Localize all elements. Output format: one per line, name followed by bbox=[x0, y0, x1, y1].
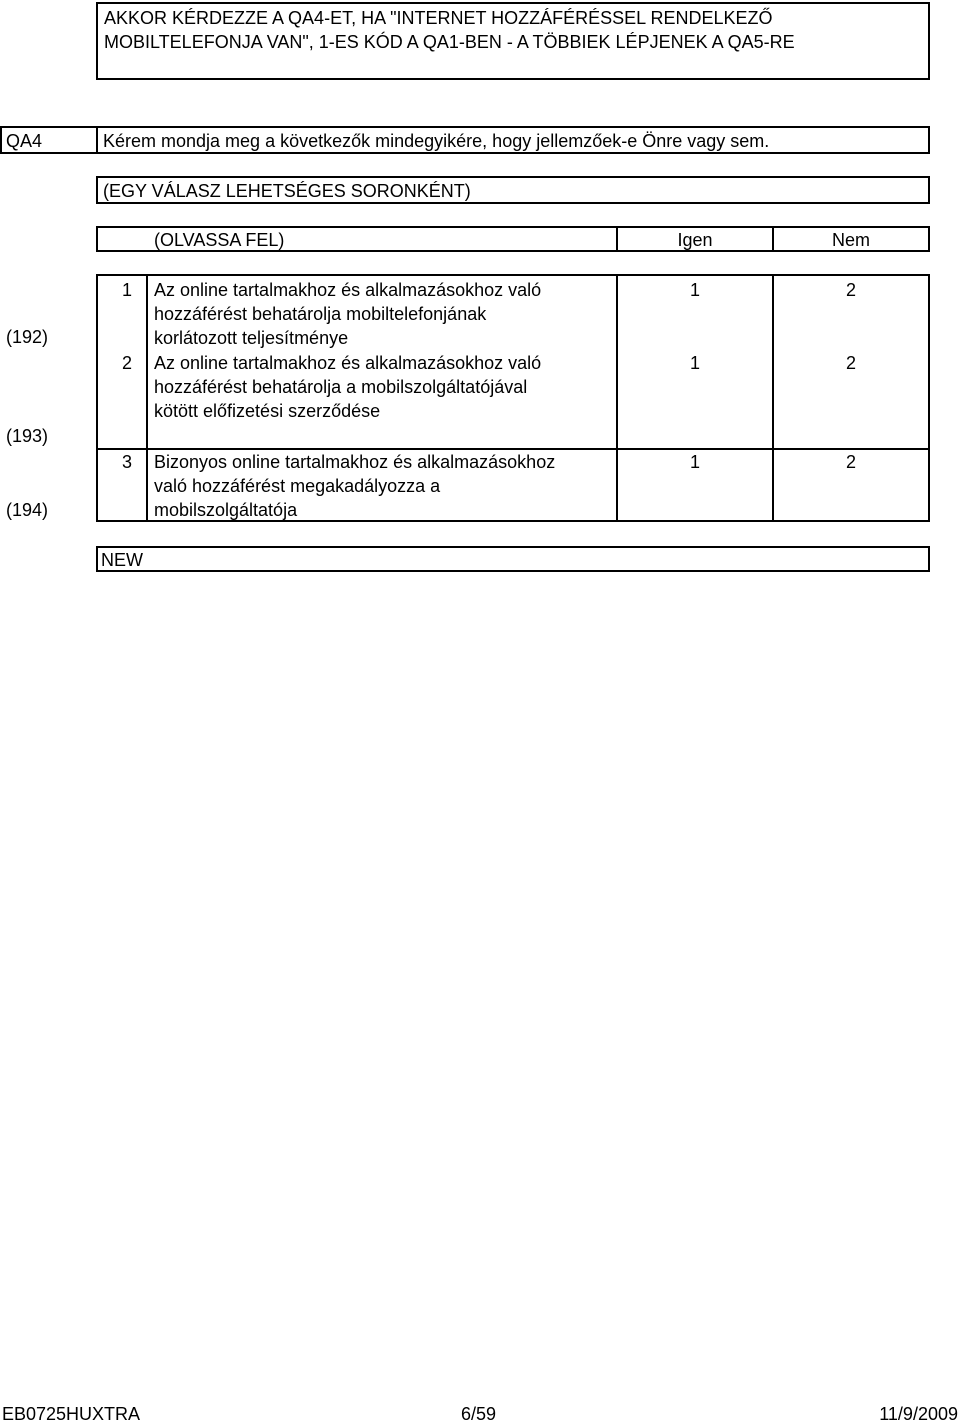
header-yes: Igen bbox=[677, 230, 713, 250]
footer-date: 11/9/2009 bbox=[879, 1404, 958, 1424]
question-text: Kérem mondja meg a következők mindegyikére, hogy jellemzőek-e Önre vagy sem. bbox=[103, 131, 770, 151]
column-divider-yes bbox=[616, 276, 618, 520]
new-flag-label: NEW bbox=[101, 550, 143, 570]
footer-doc-id: EB0725HUXTRA bbox=[2, 1404, 141, 1424]
item-1-yes-code: 1 bbox=[689, 280, 700, 300]
new-flag-box bbox=[96, 546, 930, 572]
question-code-cell bbox=[0, 126, 98, 154]
item-2-no-code: 2 bbox=[845, 353, 856, 373]
question-text-cell bbox=[96, 126, 930, 154]
item-1-text-line-2: hozzáférést behatárolja mobiltelefonjának bbox=[154, 304, 487, 324]
routing-instruction-line-1: AKKOR KÉRDEZZE A QA4-ET, HA "INTERNET HOZZÁFÉRÉSSEL RENDELKEZŐ bbox=[104, 8, 773, 28]
column-divider-text bbox=[146, 276, 148, 520]
answer-note: (EGY VÁLASZ LEHETSÉGES SORONKÉNT) bbox=[103, 181, 471, 201]
read-out-label: (OLVASSA FEL) bbox=[154, 230, 285, 250]
header-no: Nem bbox=[831, 230, 870, 250]
routing-instruction-box bbox=[96, 2, 930, 80]
row-separator bbox=[98, 448, 928, 450]
item-3-yes-code: 1 bbox=[689, 452, 700, 472]
item-3-text-line-1: Bizonyos online tartalmakhoz és alkalmazásokhoz bbox=[154, 452, 556, 472]
item-2-text-line-1: Az online tartalmakhoz és alkalmazásokhoz való bbox=[154, 353, 542, 373]
item-2-text-line-2: hozzáférést behatárolja a mobilszolgáltatójával bbox=[154, 377, 528, 397]
column-divider-no bbox=[772, 276, 774, 520]
table-header-row bbox=[96, 226, 930, 252]
item-1-no-code: 2 bbox=[845, 280, 856, 300]
var-code-193: (193) bbox=[6, 426, 49, 446]
item-1-number: 1 bbox=[121, 280, 132, 300]
item-2-yes-code: 1 bbox=[689, 353, 700, 373]
var-code-194: (194) bbox=[6, 500, 49, 520]
item-2-number: 2 bbox=[121, 353, 132, 373]
footer-page-number: 6/59 bbox=[461, 1404, 497, 1424]
answer-note-box bbox=[96, 176, 930, 204]
item-3-text-line-2: való hozzáférést megakadályozza a bbox=[154, 476, 441, 496]
var-code-192: (192) bbox=[6, 327, 49, 347]
item-1-text-line-3: korlátozott teljesítménye bbox=[154, 328, 349, 348]
routing-instruction-line-2: MOBILTELEFONJA VAN", 1-ES KÓD A QA1-BEN - A TÖBBIEK LÉPJENEK A QA5-RE bbox=[104, 32, 795, 52]
items-table bbox=[96, 274, 930, 522]
item-3-no-code: 2 bbox=[845, 452, 856, 472]
question-code: QA4 bbox=[6, 131, 43, 151]
item-3-text-line-3: mobilszolgáltatója bbox=[154, 500, 298, 520]
item-1-text-line-1: Az online tartalmakhoz és alkalmazásokhoz való bbox=[154, 280, 542, 300]
item-2-text-line-3: kötött előfizetési szerződése bbox=[154, 401, 381, 421]
item-3-number: 3 bbox=[121, 452, 132, 472]
